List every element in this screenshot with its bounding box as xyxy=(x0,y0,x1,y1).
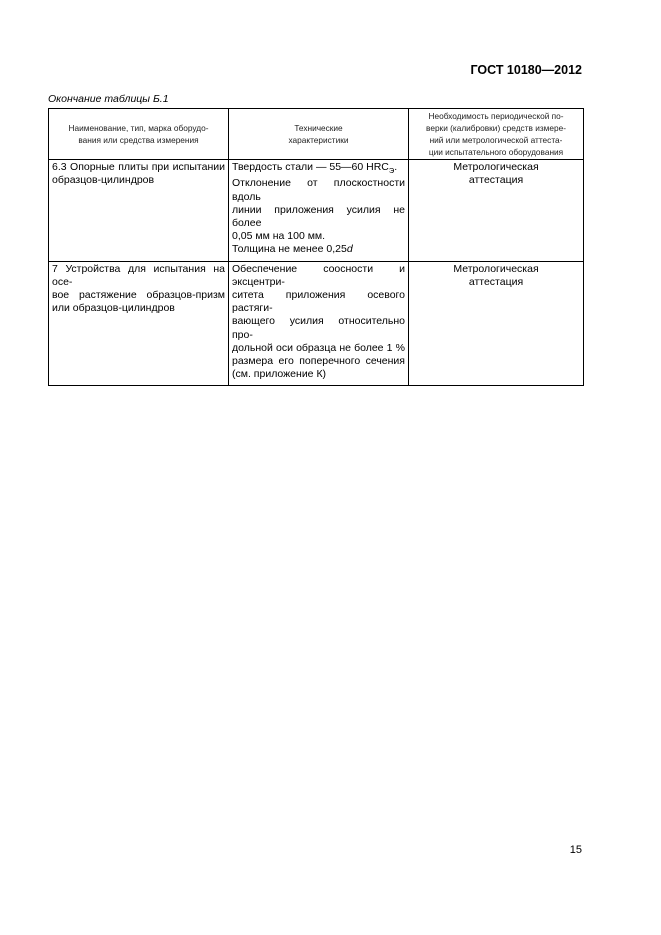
header-line: верки (калибровки) средств измере- xyxy=(426,123,566,133)
header-line: характеристики xyxy=(288,135,349,145)
header-verification-need xyxy=(409,109,584,160)
cell-verification xyxy=(409,160,584,262)
cell-equipment-name xyxy=(49,261,229,386)
cell-line: вое растяжение образцов-призм xyxy=(52,288,225,301)
header-line: Технические xyxy=(294,123,343,133)
cell-line: ситета приложения осевого растяги- xyxy=(232,288,405,315)
cell-line: или образцов-цилиндров xyxy=(52,302,175,315)
cell-line: линии приложения усилия не более xyxy=(232,203,405,229)
cell-line: (см. приложение К) xyxy=(232,368,327,381)
hardness-suffix: . xyxy=(394,161,398,173)
cell-line: аттестация xyxy=(468,275,524,288)
header-line: ции испытательного оборудования xyxy=(428,147,564,157)
page-number: 15 xyxy=(569,844,582,856)
header-technical-specs xyxy=(229,109,409,160)
table-row xyxy=(49,160,584,262)
cell-technical-specs xyxy=(229,160,409,262)
cell-equipment-name xyxy=(49,160,229,262)
table-caption: Окончание таблицы Б.1 xyxy=(48,93,169,105)
thickness-variable: d xyxy=(346,243,353,256)
header-line: Необходимость периодической по- xyxy=(428,111,564,121)
hardness-subscript: Э xyxy=(388,166,395,176)
cell-line: образцов-цилиндров xyxy=(52,174,155,187)
cell-line: размера его поперечного сечения xyxy=(232,354,405,367)
header-line: Наименование, тип, марка оборудо- xyxy=(68,123,209,133)
cell-verification xyxy=(409,261,584,386)
cell-line: аттестация xyxy=(468,174,524,187)
table-header-row xyxy=(49,109,584,160)
cell-line: Метрологическая xyxy=(453,161,539,173)
cell-line: Метрологическая xyxy=(453,262,539,275)
header-equipment-name xyxy=(49,109,229,160)
thickness-line xyxy=(232,243,405,256)
cell-line: 0,05 мм на 100 мм. xyxy=(232,230,326,243)
cell-line: вающего усилия относительно про- xyxy=(232,315,405,341)
table-row xyxy=(49,261,584,386)
hardness-text: Твердость стали — 55—60 HRC xyxy=(232,161,389,173)
document-code: ГОСТ 10180—2012 xyxy=(470,63,582,77)
thickness-text: Толщина не менее 0,25 xyxy=(232,243,347,256)
header-line: вания или средства измерения xyxy=(78,135,199,145)
cell-line: Отклонение от плоскостности вдоль xyxy=(232,177,405,203)
hardness-line xyxy=(232,161,405,177)
cell-line: дольной оси образца не более 1 % xyxy=(232,341,405,354)
cell-line: 6.3 Опорные плиты при испытании xyxy=(52,161,225,173)
cell-technical-specs xyxy=(229,261,409,386)
cell-line: Обеспечение соосности и эксцентри- xyxy=(232,262,405,288)
header-line: ний или метрологической аттеста- xyxy=(429,135,563,145)
equipment-table xyxy=(48,108,584,386)
cell-line: 7 Устройства для испытания на осе- xyxy=(52,262,225,288)
